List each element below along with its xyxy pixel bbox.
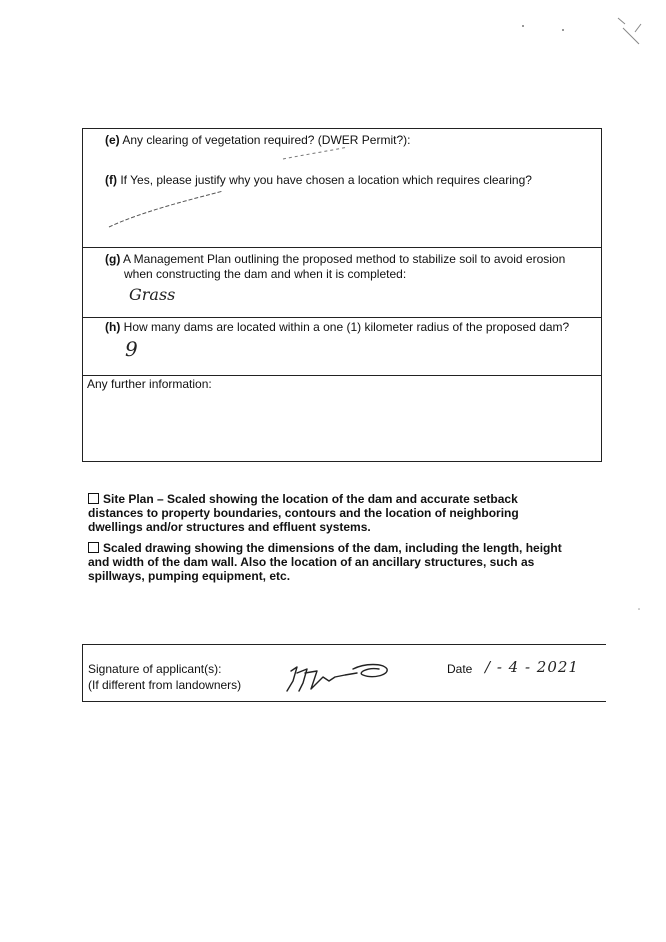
- scan-marks: [515, 14, 645, 54]
- site-plan-checkbox[interactable]: [88, 493, 99, 504]
- question-h-text: How many dams are located within a one (1) kilometer radius of the proposed dam?: [123, 320, 570, 334]
- attachment-scaled-drawing-line3: spillways, pumping equipment, etc.: [88, 569, 291, 583]
- signature-box: [82, 644, 606, 702]
- attachment-site-plan-line3: dwellings and/or structures and effluent systems.: [88, 520, 371, 534]
- attachment-scaled-drawing: [88, 541, 602, 583]
- scan-dot: [636, 606, 642, 612]
- question-g-answer: Grass: [129, 285, 176, 304]
- date-value: / - 4 - 2021: [485, 658, 579, 676]
- pen-stroke-marks: [103, 141, 363, 231]
- further-info-row: [83, 375, 601, 461]
- attachment-site-plan-text1: Site Plan – Scaled showing the location of the dam and accurate setback: [103, 492, 518, 506]
- further-info-label: Any further information:: [87, 377, 212, 391]
- scaled-drawing-checkbox[interactable]: [88, 542, 99, 553]
- signature-image: [283, 661, 395, 697]
- question-f-letter: (f): [105, 173, 117, 187]
- attachment-scaled-drawing-text1: Scaled drawing showing the dimensions of the dam, including the length, height: [103, 541, 562, 555]
- question-h-letter: (h): [105, 320, 121, 334]
- question-g-letter: (g): [105, 252, 121, 266]
- date-label: Date: [447, 662, 473, 676]
- questions-table: [82, 128, 602, 462]
- question-row-e-f: [83, 129, 601, 248]
- attachment-scaled-drawing-line2: and width of the dam wall. Also the location of an ancillary structures, such as: [88, 555, 535, 569]
- question-h: [105, 320, 569, 334]
- question-g-text-line1: A Management Plan outlining the proposed method to stabilize soil to avoid erosion: [123, 252, 566, 266]
- attachment-scaled-drawing-line1: [88, 541, 602, 555]
- signature-label: Signature of applicant(s):: [88, 662, 222, 676]
- question-e-letter: (e): [105, 133, 120, 147]
- question-row-g: [83, 247, 601, 318]
- signature-sublabel: (If different from landowners): [88, 678, 242, 692]
- question-g: [105, 252, 565, 266]
- attachment-site-plan-line2: distances to property boundaries, contours and the location of neighboring: [88, 506, 519, 520]
- attachment-site-plan-line1: [88, 492, 602, 506]
- question-h-answer: 9: [125, 337, 138, 361]
- question-row-h: [83, 317, 601, 376]
- question-e-text: Any clearing of vegetation required? (DWER Permit?):: [122, 133, 411, 147]
- question-g-text-line2: when constructing the dam and when it is completed:: [124, 267, 407, 281]
- attachment-site-plan: [88, 492, 602, 534]
- question-f-text: If Yes, please justify why you have chosen a location which requires clearing?: [120, 173, 532, 187]
